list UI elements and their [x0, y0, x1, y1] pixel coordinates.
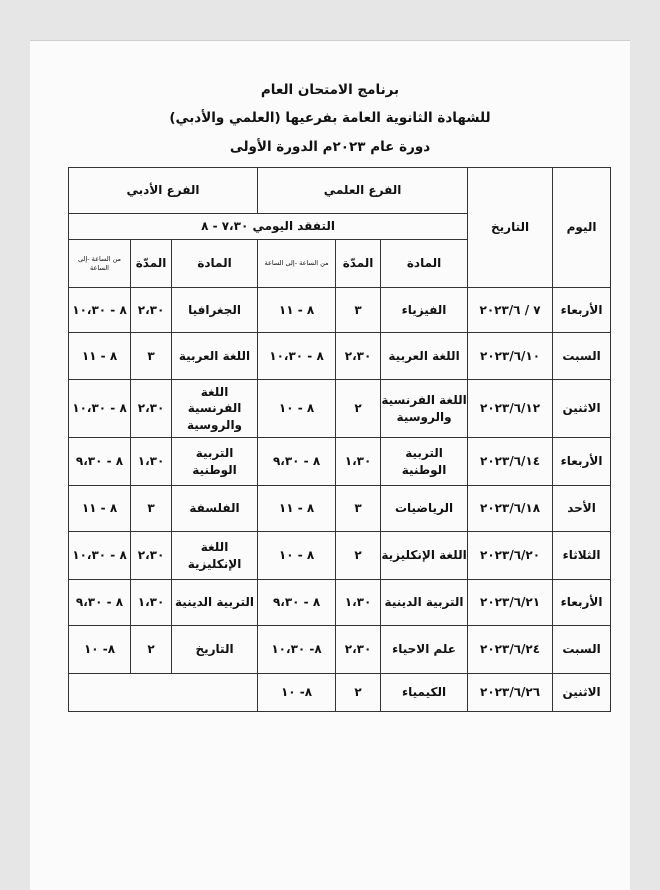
lit-duration-cell: ٢،٣٠	[131, 288, 172, 333]
lit-time-cell: ٨ - ١٠،٣٠	[69, 380, 131, 438]
sci-time-cell: ٨ - ٩،٣٠	[258, 580, 336, 626]
table-row	[69, 380, 611, 438]
sci-duration-cell: ٢	[336, 532, 381, 580]
table-row	[69, 438, 611, 486]
day-cell: الأربعاء	[553, 288, 611, 333]
sci-time-cell: ٨ - ١٠	[258, 532, 336, 580]
day-cell: الاثنين	[553, 674, 611, 712]
sci-time-cell: ٨ - ١٠	[258, 380, 336, 438]
lit-subject-cell: التربية الدينية	[172, 580, 258, 626]
lit-subject-cell: التربية الوطنية	[172, 438, 258, 486]
day-cell: السبت	[553, 626, 611, 674]
day-cell: الأحد	[553, 486, 611, 532]
doc-title-line3: دورة عام ٢٠٢٣م الدورة الأولى	[229, 139, 431, 155]
lit-subject-cell: اللغة العربية	[172, 333, 258, 380]
sci-duration-cell: ١،٣٠	[336, 580, 381, 626]
lit-duration-cell: ٢،٣٠	[131, 380, 172, 438]
lit-time-cell: ٨ - ٩،٣٠	[69, 438, 131, 486]
doc-title-line1: برنامج الامتحان العام	[260, 82, 400, 98]
lit-duration-cell: ١،٣٠	[131, 580, 172, 626]
lit-duration-cell: ٢	[131, 626, 172, 674]
date-cell: ٢٠٢٣/٦/١٤	[468, 438, 553, 486]
sci-duration-cell: ٢،٣٠	[336, 626, 381, 674]
header-day: اليوم	[553, 168, 611, 288]
sci-subject-cell: التربية الوطنية	[381, 438, 468, 486]
lit-time-cell: ٨ - ١٠،٣٠	[69, 532, 131, 580]
sci-duration-cell: ٣	[336, 288, 381, 333]
header-lit-time: من الساعة -إلى الساعة	[69, 240, 131, 288]
sci-duration-cell: ٣	[336, 486, 381, 532]
table-row	[69, 288, 611, 333]
sci-time-cell: ٨- ١٠،٣٠	[258, 626, 336, 674]
lit-time-cell: ٨- ١٠	[69, 626, 131, 674]
lit-time-cell: ٨ - ١١	[69, 486, 131, 532]
lit-time-cell: ٨ - ١١	[69, 333, 131, 380]
date-cell: ٢٠٢٣/٦/١٨	[468, 486, 553, 532]
sci-subject-cell: اللغة الفرنسية والروسية	[381, 380, 468, 438]
sci-subject-cell: علم الاحياء	[381, 626, 468, 674]
lit-subject-cell: الجغرافيا	[172, 288, 258, 333]
lit-duration-cell: ١،٣٠	[131, 438, 172, 486]
date-cell: ٢٠٢٣/٦/١٠	[468, 333, 553, 380]
doc-title-line2: للشهادة الثانوية العامة بفرعيها (العلمي والأدبي)	[169, 110, 491, 126]
header-literary-branch: الفرع الأدبي	[69, 168, 258, 214]
lit-subject-cell: اللغة الإنكليزية	[172, 532, 258, 580]
sci-subject-cell: التربية الدينية	[381, 580, 468, 626]
day-cell: الثلاثاء	[553, 532, 611, 580]
table-row	[69, 532, 611, 580]
lit-duration-cell: ٣	[131, 486, 172, 532]
header-sci-subject: المادة	[381, 240, 468, 288]
date-cell: ٢٠٢٣/٦/٢١	[468, 580, 553, 626]
day-cell: الاثنين	[553, 380, 611, 438]
sci-subject-cell: اللغة الإنكليزية	[381, 532, 468, 580]
lit-empty-cell	[69, 674, 258, 712]
header-scientific-branch: الفرع العلمي	[258, 168, 468, 214]
table-row	[69, 486, 611, 532]
date-cell: ٧ / ٢٠٢٣/٦	[468, 288, 553, 333]
lit-subject-cell: اللغة الفرنسية والروسية	[172, 380, 258, 438]
sci-time-cell: ٨ - ١٠،٣٠	[258, 333, 336, 380]
sci-time-cell: ٨ - ١١	[258, 486, 336, 532]
sci-duration-cell: ١،٣٠	[336, 438, 381, 486]
lit-subject-cell: التاريخ	[172, 626, 258, 674]
sci-duration-cell: ٢،٣٠	[336, 333, 381, 380]
date-cell: ٢٠٢٣/٦/١٢	[468, 380, 553, 438]
table-row	[69, 333, 611, 380]
sci-time-cell: ٨ - ٩،٣٠	[258, 438, 336, 486]
sci-subject-cell: اللغة العربية	[381, 333, 468, 380]
exam-schedule-table	[68, 167, 611, 712]
table-row	[69, 626, 611, 674]
date-cell: ٢٠٢٣/٦/٢٦	[468, 674, 553, 712]
header-daily-check: التفقد اليومي ٧،٣٠ - ٨	[69, 214, 468, 240]
table-row	[69, 580, 611, 626]
sci-subject-cell: الكيمياء	[381, 674, 468, 712]
sci-time-cell: ٨- ١٠	[258, 674, 336, 712]
sci-time-cell: ٨ - ١١	[258, 288, 336, 333]
day-cell: السبت	[553, 333, 611, 380]
header-lit-subject: المادة	[172, 240, 258, 288]
sci-subject-cell: الرياضيات	[381, 486, 468, 532]
lit-time-cell: ٨ - ١٠،٣٠	[69, 288, 131, 333]
table-row	[69, 674, 611, 712]
lit-duration-cell: ٣	[131, 333, 172, 380]
sci-subject-cell: الفيزياء	[381, 288, 468, 333]
header-sci-duration: المدّة	[336, 240, 381, 288]
sci-duration-cell: ٢	[336, 674, 381, 712]
sci-duration-cell: ٢	[336, 380, 381, 438]
date-cell: ٢٠٢٣/٦/٢٠	[468, 532, 553, 580]
day-cell: الأربعاء	[553, 438, 611, 486]
header-sci-time: من الساعة -إلى الساعة	[258, 240, 336, 288]
lit-duration-cell: ٢،٣٠	[131, 532, 172, 580]
header-lit-duration: المدّة	[131, 240, 172, 288]
header-date: التاريخ	[468, 168, 553, 288]
date-cell: ٢٠٢٣/٦/٢٤	[468, 626, 553, 674]
lit-subject-cell: الفلسفة	[172, 486, 258, 532]
lit-time-cell: ٨ - ٩،٣٠	[69, 580, 131, 626]
day-cell: الأربعاء	[553, 580, 611, 626]
